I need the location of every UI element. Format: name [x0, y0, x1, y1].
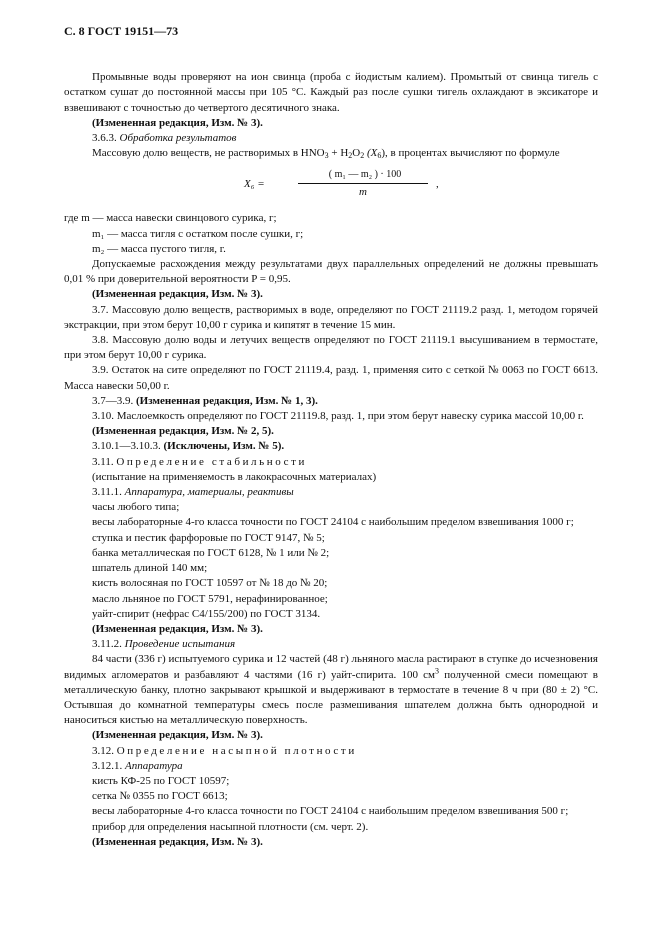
equipment-list-1	[64, 500, 598, 622]
list-item: часы любого типа;	[92, 501, 180, 514]
section-3-8: 3.8. Массовую долю воды и летучих веществ определяют по ГОСТ 21119.1 высушиванием в термостате, при этом берут 10,00 г сурика.	[64, 334, 598, 362]
list-item: шпатель длиной 140 мм;	[92, 562, 208, 575]
list-item: уайт-спирит (нефрас С4/155/200) по ГОСТ 3134.	[92, 607, 321, 620]
section-3-12: 3.12. Определение насыпной плотности	[92, 744, 357, 757]
fraction-bar	[298, 183, 428, 184]
revision-note: (Измененная редакция, Изм. № 3).	[92, 622, 263, 635]
paragraph-mass-fraction: Массовую долю веществ, не растворимых в $HNO_3 + H_2O_2$ $(X_6)$, в процентах вычисляют по формуле	[92, 147, 560, 161]
section-3-10: 3.10. Маслоемкость определяют по ГОСТ 21119.8, разд. 1, при этом берут навеску сурика массой 10,00 г.	[92, 410, 584, 423]
document-page	[64, 24, 598, 850]
formula-x6	[64, 163, 598, 209]
formula-lhs: X₆ =	[244, 178, 265, 191]
section-3-11: 3.11. Определение стабильности	[92, 455, 307, 468]
section-3-12-1: 3.12.1. Аппаратура	[92, 759, 183, 772]
list-item: ступка и пестик фарфоровые по ГОСТ 9147, № 5;	[92, 531, 325, 544]
formula-denominator: m	[359, 186, 367, 199]
formula-comma: ,	[436, 178, 439, 191]
where-m1: m₁ — масса тигля с остатком после сушки, г;	[92, 227, 304, 240]
section-3-7: 3.7. Массовую долю веществ, растворимых в воде, определяют по ГОСТ 21119.2 разд. 1, методом горячей экстракции, при этом берут 10,00 г сурика и кипятят в течение 15 мин.	[64, 303, 598, 331]
revision-note: (Измененная редакция, Изм. № 3).	[92, 288, 263, 301]
section-3-11-2: 3.11.2. Проведение испытания	[92, 638, 236, 651]
list-item: весы лабораторные 4-го класса точности по ГОСТ 24104 с наибольшим пределом взвешивания 500 г;	[92, 805, 569, 818]
list-item: кисть КФ-25 по ГОСТ 10597;	[92, 774, 230, 787]
list-item: весы лабораторные 4-го класса точности по ГОСТ 24104 с наибольшим пределом взвешивания 1000 г;	[92, 516, 574, 529]
where-m2: m₂ — масса пустого тигля, г.	[92, 242, 226, 255]
section-3-7-3-9-note: 3.7—3.9. (Измененная редакция, Изм. № 1, 3).	[92, 394, 318, 407]
list-item: масло льняное по ГОСТ 5791, нерафинированное;	[92, 592, 328, 605]
list-item: сетка № 0355 по ГОСТ 6613;	[92, 790, 228, 803]
list-item: кисть волосяная по ГОСТ 10597 от № 18 до № 20;	[92, 577, 328, 590]
section-3-11-note: (испытание на применяемость в лакокрасочных материалах)	[92, 470, 377, 483]
section-title: Обработка результатов	[119, 132, 237, 145]
paragraph-test: 84 части (336 г) испытуемого сурика и 12 частей (48 г) льняного масла растирают в ступке до исчезновения видимых агломератов и разбавляют 4 частями (16 г) уайт-спирита. 100 $см^3$ полученной смеси помещают в металлическую банку, плотно закрывают крышкой и выдерживают в термостате в течение 8 ч при (80 ± 2) °С. Остывшая до комнатной температуры смесь после размешивания шпателем должна быть однородной и наноситься кистью на металлическую поверхность.	[64, 653, 598, 727]
page-header: С. 8 ГОСТ 19151—73	[64, 24, 179, 38]
revision-note: (Измененная редакция, Изм. № 3).	[92, 835, 263, 848]
paragraph-wash: Промывные воды проверяют на ион свинца (проба с йодистым калием). Промытый от свинца тигель с остатком сушат до постоянной массы при 105 °С. Каждый раз после сушки тигель охлаждают в эксикаторе и взвешивают с точностью до четвертого десятичного знака.	[64, 71, 598, 114]
section-number: 3.6.3.	[92, 132, 117, 145]
section-3-6-3	[64, 131, 598, 146]
section-3-9: 3.9. Остаток на сите определяют по ГОСТ 21119.4, разд. 1, применяя сито с сеткой № 0063 по ГОСТ 6613. Масса навески 50,00 г.	[64, 364, 598, 392]
equipment-list-2	[64, 774, 598, 835]
revision-note: (Измененная редакция, Изм. № 3).	[92, 116, 263, 129]
revision-note: (Измененная редакция, Изм. № 3).	[92, 729, 263, 742]
formula-numerator: ( m₁ — m₂ ) · 100	[328, 169, 402, 181]
section-3-10-1-excluded: 3.10.1—3.10.3. (Исключены, Изм. № 5).	[92, 440, 285, 453]
revision-note-2-5: (Измененная редакция, Изм. № 2, 5).	[92, 425, 274, 438]
list-item: прибор для определения насыпной плотности (см. черт. 2).	[92, 820, 369, 833]
section-3-11-1: 3.11.1. Аппаратура, материалы, реактивы	[92, 486, 294, 499]
list-item: банка металлическая по ГОСТ 6128, № 1 или № 2;	[92, 546, 330, 559]
paragraph-allowance: Допускаемые расхождения между результатами двух параллельных определений не должны превышать 0,01 % при доверительной вероятности P = 0,95.	[64, 258, 598, 286]
where-m: где m — масса навески свинцового сурика, г;	[64, 212, 277, 225]
